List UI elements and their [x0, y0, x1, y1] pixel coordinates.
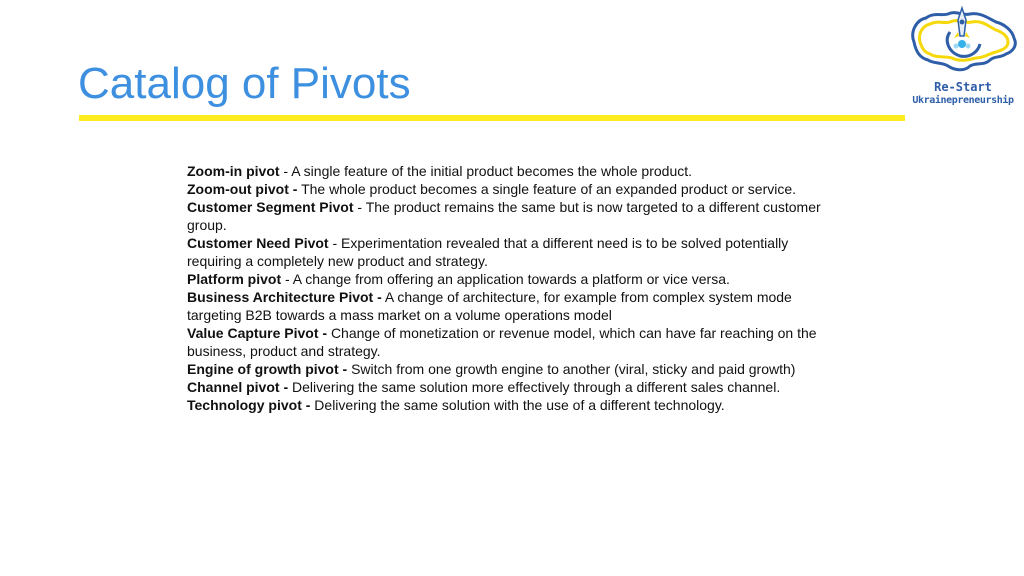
pivot-name: Business Architecture Pivot - — [187, 289, 382, 305]
pivot-name: Zoom-out pivot - — [187, 181, 298, 197]
pivot-description: A change of architecture, for example from complex system mode targeting B2B towards a mass market on a volume operations model — [187, 289, 792, 323]
pivot-name: Channel pivot - — [187, 379, 289, 395]
pivot-item-zoom-out — [187, 180, 837, 198]
restart-ukrainepreneurship-logo — [904, 2, 1022, 114]
pivot-name: Value Capture Pivot - — [187, 325, 328, 341]
pivot-name: Zoom-in pivot — [187, 163, 280, 179]
pivot-item-zoom-in — [187, 162, 837, 180]
pivot-description: Delivering the same solution with the use of a different technology. — [314, 397, 725, 413]
pivot-name: Customer Need Pivot — [187, 235, 329, 251]
pivot-item-value-capture — [187, 324, 837, 360]
pivot-item-customer-need — [187, 234, 837, 270]
pivot-item-technology — [187, 396, 837, 414]
pivot-description: Delivering the same solution more effectively through a different sales channel. — [292, 379, 781, 395]
pivot-description: The whole product becomes a single feature of an expanded product or service. — [301, 181, 797, 197]
logo-text-restart: Re-Start — [934, 80, 992, 94]
pivot-separator: - — [279, 163, 292, 179]
pivot-name: Customer Segment Pivot — [187, 199, 354, 215]
pivot-item-platform — [187, 270, 837, 288]
pivot-description: The product remains the same but is now targeted to a different customer group. — [187, 199, 821, 233]
pivot-item-engine-of-growth — [187, 360, 837, 378]
pivot-description: Switch from one growth engine to another (viral, sticky and paid growth) — [351, 361, 796, 377]
pivot-separator: - — [328, 235, 342, 251]
pivot-item-customer-segment — [187, 198, 837, 234]
logo-text-ukrainepreneurship: Ukrainepreneurship — [912, 95, 1014, 106]
slide-title: Catalog of Pivots — [78, 59, 411, 108]
pivot-description: Change of monetization or revenue model, which can have far reaching on the business, product and strategy. — [187, 325, 817, 359]
pivot-name: Technology pivot - — [187, 397, 311, 413]
pivot-item-business-architecture — [187, 288, 837, 324]
pivot-list — [187, 162, 837, 414]
pivot-separator: - — [353, 199, 366, 215]
pivot-name: Platform pivot — [187, 271, 282, 287]
pivot-separator: - — [281, 271, 293, 287]
pivot-description: Experimentation revealed that a different need is to be solved potentially requiring a completely new product and strategy. — [187, 235, 789, 269]
pivot-item-channel — [187, 378, 837, 396]
pivot-name: Engine of growth pivot - — [187, 361, 348, 377]
title-underline — [79, 115, 905, 121]
pivot-description: A change from offering an application towards a platform or vice versa. — [292, 271, 730, 287]
ukraine-map-rocket-icon — [904, 2, 1022, 82]
pivot-description: A single feature of the initial product becomes the whole product. — [291, 163, 693, 179]
